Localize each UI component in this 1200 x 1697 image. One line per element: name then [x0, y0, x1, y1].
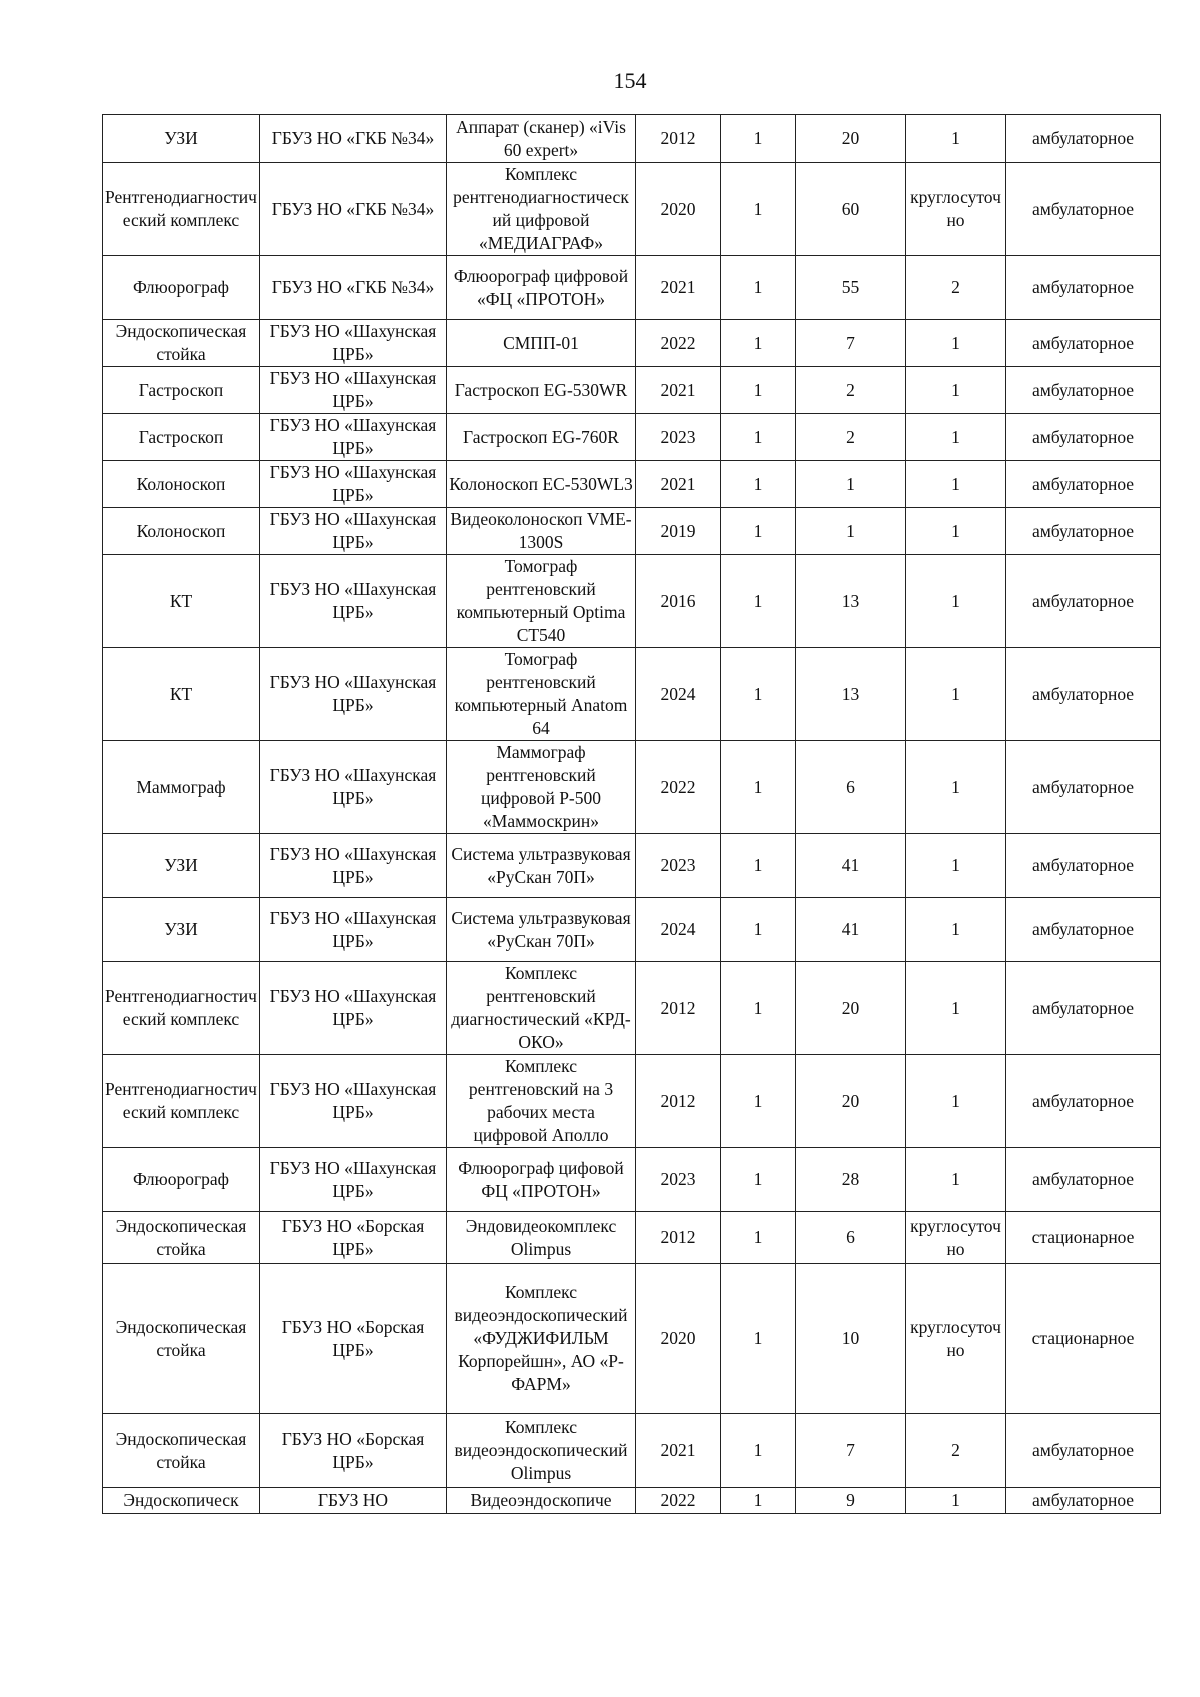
table-row [103, 1055, 1161, 1148]
organization-cell: ГБУЗ НО «Шахунская ЦРБ» [260, 320, 447, 367]
organization-cell: ГБУЗ НО «Борская ЦРБ» [260, 1212, 447, 1264]
quantity-cell: 1 [721, 648, 796, 741]
model-cell: Томограф рентгеновский компьютерный Optima CT540 [447, 555, 636, 648]
organization-cell: ГБУЗ НО «Шахунская ЦРБ» [260, 962, 447, 1055]
mode-cell: амбулаторное [1006, 555, 1161, 648]
mode-cell: амбулаторное [1006, 1414, 1161, 1488]
type-cell: Эндоскопическая стойка [103, 320, 260, 367]
model-cell: Аппарат (сканер) «iVis 60 expert» [447, 115, 636, 163]
year-cell: 2020 [636, 163, 721, 256]
type-cell: Эндоскопическая стойка [103, 1212, 260, 1264]
shift-cell: 1 [906, 414, 1006, 461]
value-cell: 6 [796, 1212, 906, 1264]
organization-cell: ГБУЗ НО [260, 1488, 447, 1514]
table-row [103, 1148, 1161, 1212]
type-cell: Гастроскоп [103, 367, 260, 414]
organization-cell: ГБУЗ НО «Шахунская ЦРБ» [260, 898, 447, 962]
model-cell: Комплекс рентгенодиагностический цифровой «МЕДИАГРАФ» [447, 163, 636, 256]
organization-cell: ГБУЗ НО «Шахунская ЦРБ» [260, 741, 447, 834]
shift-cell: 1 [906, 320, 1006, 367]
organization-cell: ГБУЗ НО «Шахунская ЦРБ» [260, 508, 447, 555]
model-cell: Комплекс рентгеновский на 3 рабочих места цифровой Аполло [447, 1055, 636, 1148]
type-cell: Эндоскопическ [103, 1488, 260, 1514]
value-cell: 13 [796, 648, 906, 741]
year-cell: 2021 [636, 256, 721, 320]
quantity-cell: 1 [721, 1212, 796, 1264]
year-cell: 2024 [636, 898, 721, 962]
year-cell: 2023 [636, 414, 721, 461]
value-cell: 6 [796, 741, 906, 834]
organization-cell: ГБУЗ НО «Шахунская ЦРБ» [260, 414, 447, 461]
year-cell: 2024 [636, 648, 721, 741]
year-cell: 2021 [636, 367, 721, 414]
table-row [103, 962, 1161, 1055]
type-cell: Флюорограф [103, 1148, 260, 1212]
mode-cell: амбулаторное [1006, 898, 1161, 962]
model-cell: Эндовидеокомплекс Olimpus [447, 1212, 636, 1264]
shift-cell: 1 [906, 1148, 1006, 1212]
mode-cell: амбулаторное [1006, 648, 1161, 741]
model-cell: Видеоколоноскоп VME-1300S [447, 508, 636, 555]
type-cell: УЗИ [103, 115, 260, 163]
mode-cell: амбулаторное [1006, 834, 1161, 898]
year-cell: 2012 [636, 962, 721, 1055]
model-cell: СМПП-01 [447, 320, 636, 367]
shift-cell: 1 [906, 962, 1006, 1055]
quantity-cell: 1 [721, 320, 796, 367]
value-cell: 13 [796, 555, 906, 648]
shift-cell: круглосуточно [906, 163, 1006, 256]
quantity-cell: 1 [721, 1488, 796, 1514]
year-cell: 2023 [636, 834, 721, 898]
year-cell: 2022 [636, 741, 721, 834]
table-row [103, 414, 1161, 461]
quantity-cell: 1 [721, 1055, 796, 1148]
model-cell: Комплекс видеоэндоскопический Olimpus [447, 1414, 636, 1488]
organization-cell: ГБУЗ НО «ГКБ №34» [260, 163, 447, 256]
quantity-cell: 1 [721, 898, 796, 962]
value-cell: 2 [796, 414, 906, 461]
shift-cell: 1 [906, 508, 1006, 555]
mode-cell: амбулаторное [1006, 1488, 1161, 1514]
model-cell: Система ультразвуковая «РуСкан 70П» [447, 898, 636, 962]
table-row [103, 741, 1161, 834]
table-row [103, 1212, 1161, 1264]
model-cell: Колоноскоп EC-530WL3 [447, 461, 636, 508]
table-body [103, 115, 1161, 1514]
mode-cell: амбулаторное [1006, 163, 1161, 256]
model-cell: Видеоэндоскопиче [447, 1488, 636, 1514]
value-cell: 41 [796, 834, 906, 898]
shift-cell: 2 [906, 1414, 1006, 1488]
organization-cell: ГБУЗ НО «Борская ЦРБ» [260, 1264, 447, 1414]
year-cell: 2023 [636, 1148, 721, 1212]
model-cell: Флюорограф цифовой ФЦ «ПРОТОН» [447, 1148, 636, 1212]
table-row [103, 115, 1161, 163]
table-row [103, 256, 1161, 320]
mode-cell: амбулаторное [1006, 1055, 1161, 1148]
mode-cell: амбулаторное [1006, 256, 1161, 320]
model-cell: Гастроскоп EG-760R [447, 414, 636, 461]
organization-cell: ГБУЗ НО «Шахунская ЦРБ» [260, 1148, 447, 1212]
year-cell: 2019 [636, 508, 721, 555]
type-cell: Рентгенодиагностический комплекс [103, 962, 260, 1055]
quantity-cell: 1 [721, 1414, 796, 1488]
shift-cell: 2 [906, 256, 1006, 320]
table-row [103, 834, 1161, 898]
value-cell: 60 [796, 163, 906, 256]
shift-cell: 1 [906, 555, 1006, 648]
shift-cell: круглосуточно [906, 1264, 1006, 1414]
value-cell: 2 [796, 367, 906, 414]
quantity-cell: 1 [721, 256, 796, 320]
type-cell: УЗИ [103, 898, 260, 962]
type-cell: УЗИ [103, 834, 260, 898]
type-cell: Колоноскоп [103, 508, 260, 555]
type-cell: Маммограф [103, 741, 260, 834]
model-cell: Система ультразвуковая «РуСкан 70П» [447, 834, 636, 898]
type-cell: Колоноскоп [103, 461, 260, 508]
value-cell: 20 [796, 115, 906, 163]
organization-cell: ГБУЗ НО «Шахунская ЦРБ» [260, 648, 447, 741]
type-cell: Эндоскопическая стойка [103, 1264, 260, 1414]
shift-cell: 1 [906, 461, 1006, 508]
table-row [103, 461, 1161, 508]
page-number: 154 [613, 68, 647, 93]
table-row [103, 898, 1161, 962]
year-cell: 2012 [636, 1055, 721, 1148]
equipment-table [102, 114, 1161, 1514]
quantity-cell: 1 [721, 367, 796, 414]
mode-cell: амбулаторное [1006, 414, 1161, 461]
quantity-cell: 1 [721, 163, 796, 256]
type-cell: Рентгенодиагностический комплекс [103, 163, 260, 256]
shift-cell: 1 [906, 834, 1006, 898]
shift-cell: 1 [906, 1488, 1006, 1514]
organization-cell: ГБУЗ НО «Борская ЦРБ» [260, 1414, 447, 1488]
value-cell: 20 [796, 1055, 906, 1148]
organization-cell: ГБУЗ НО «ГКБ №34» [260, 115, 447, 163]
value-cell: 1 [796, 461, 906, 508]
organization-cell: ГБУЗ НО «Шахунская ЦРБ» [260, 834, 447, 898]
value-cell: 41 [796, 898, 906, 962]
quantity-cell: 1 [721, 962, 796, 1055]
model-cell: Флюорограф цифровой «ФЦ «ПРОТОН» [447, 256, 636, 320]
type-cell: Эндоскопическая стойка [103, 1414, 260, 1488]
model-cell: Гастроскоп EG-530WR [447, 367, 636, 414]
organization-cell: ГБУЗ НО «ГКБ №34» [260, 256, 447, 320]
table-row [103, 320, 1161, 367]
quantity-cell: 1 [721, 508, 796, 555]
table-row [103, 1488, 1161, 1514]
year-cell: 2020 [636, 1264, 721, 1414]
year-cell: 2016 [636, 555, 721, 648]
model-cell: Маммограф рентгеновский цифровой Р-500 «Маммоскрин» [447, 741, 636, 834]
quantity-cell: 1 [721, 741, 796, 834]
quantity-cell: 1 [721, 1264, 796, 1414]
value-cell: 7 [796, 1414, 906, 1488]
type-cell: Флюорограф [103, 256, 260, 320]
mode-cell: амбулаторное [1006, 367, 1161, 414]
shift-cell: 1 [906, 898, 1006, 962]
table-row [103, 508, 1161, 555]
year-cell: 2012 [636, 115, 721, 163]
table-row [103, 1264, 1161, 1414]
table-row [103, 555, 1161, 648]
shift-cell: круглосуточно [906, 1212, 1006, 1264]
year-cell: 2022 [636, 1488, 721, 1514]
type-cell: Рентгенодиагностический комплекс [103, 1055, 260, 1148]
mode-cell: амбулаторное [1006, 461, 1161, 508]
quantity-cell: 1 [721, 834, 796, 898]
quantity-cell: 1 [721, 115, 796, 163]
organization-cell: ГБУЗ НО «Шахунская ЦРБ» [260, 555, 447, 648]
model-cell: Комплекс видеоэндоскопический «ФУДЖИФИЛЬМ Корпорейшн», АО «Р-ФАРМ» [447, 1264, 636, 1414]
year-cell: 2021 [636, 1414, 721, 1488]
value-cell: 9 [796, 1488, 906, 1514]
organization-cell: ГБУЗ НО «Шахунская ЦРБ» [260, 1055, 447, 1148]
year-cell: 2021 [636, 461, 721, 508]
mode-cell: амбулаторное [1006, 741, 1161, 834]
value-cell: 20 [796, 962, 906, 1055]
value-cell: 55 [796, 256, 906, 320]
organization-cell: ГБУЗ НО «Шахунская ЦРБ» [260, 461, 447, 508]
shift-cell: 1 [906, 741, 1006, 834]
mode-cell: амбулаторное [1006, 962, 1161, 1055]
value-cell: 7 [796, 320, 906, 367]
year-cell: 2012 [636, 1212, 721, 1264]
model-cell: Комплекс рентгеновский диагностический «КРД-ОКО» [447, 962, 636, 1055]
model-cell: Томограф рентгеновский компьютерный Anatom 64 [447, 648, 636, 741]
table-row [103, 648, 1161, 741]
table-row [103, 367, 1161, 414]
mode-cell: амбулаторное [1006, 1148, 1161, 1212]
quantity-cell: 1 [721, 555, 796, 648]
year-cell: 2022 [636, 320, 721, 367]
mode-cell: амбулаторное [1006, 115, 1161, 163]
mode-cell: стационарное [1006, 1264, 1161, 1414]
type-cell: КТ [103, 648, 260, 741]
shift-cell: 1 [906, 115, 1006, 163]
shift-cell: 1 [906, 367, 1006, 414]
mode-cell: стационарное [1006, 1212, 1161, 1264]
shift-cell: 1 [906, 1055, 1006, 1148]
quantity-cell: 1 [721, 461, 796, 508]
table-row [103, 163, 1161, 256]
value-cell: 1 [796, 508, 906, 555]
type-cell: Гастроскоп [103, 414, 260, 461]
mode-cell: амбулаторное [1006, 320, 1161, 367]
type-cell: КТ [103, 555, 260, 648]
quantity-cell: 1 [721, 414, 796, 461]
mode-cell: амбулаторное [1006, 508, 1161, 555]
value-cell: 28 [796, 1148, 906, 1212]
organization-cell: ГБУЗ НО «Шахунская ЦРБ» [260, 367, 447, 414]
table-row [103, 1414, 1161, 1488]
shift-cell: 1 [906, 648, 1006, 741]
quantity-cell: 1 [721, 1148, 796, 1212]
value-cell: 10 [796, 1264, 906, 1414]
